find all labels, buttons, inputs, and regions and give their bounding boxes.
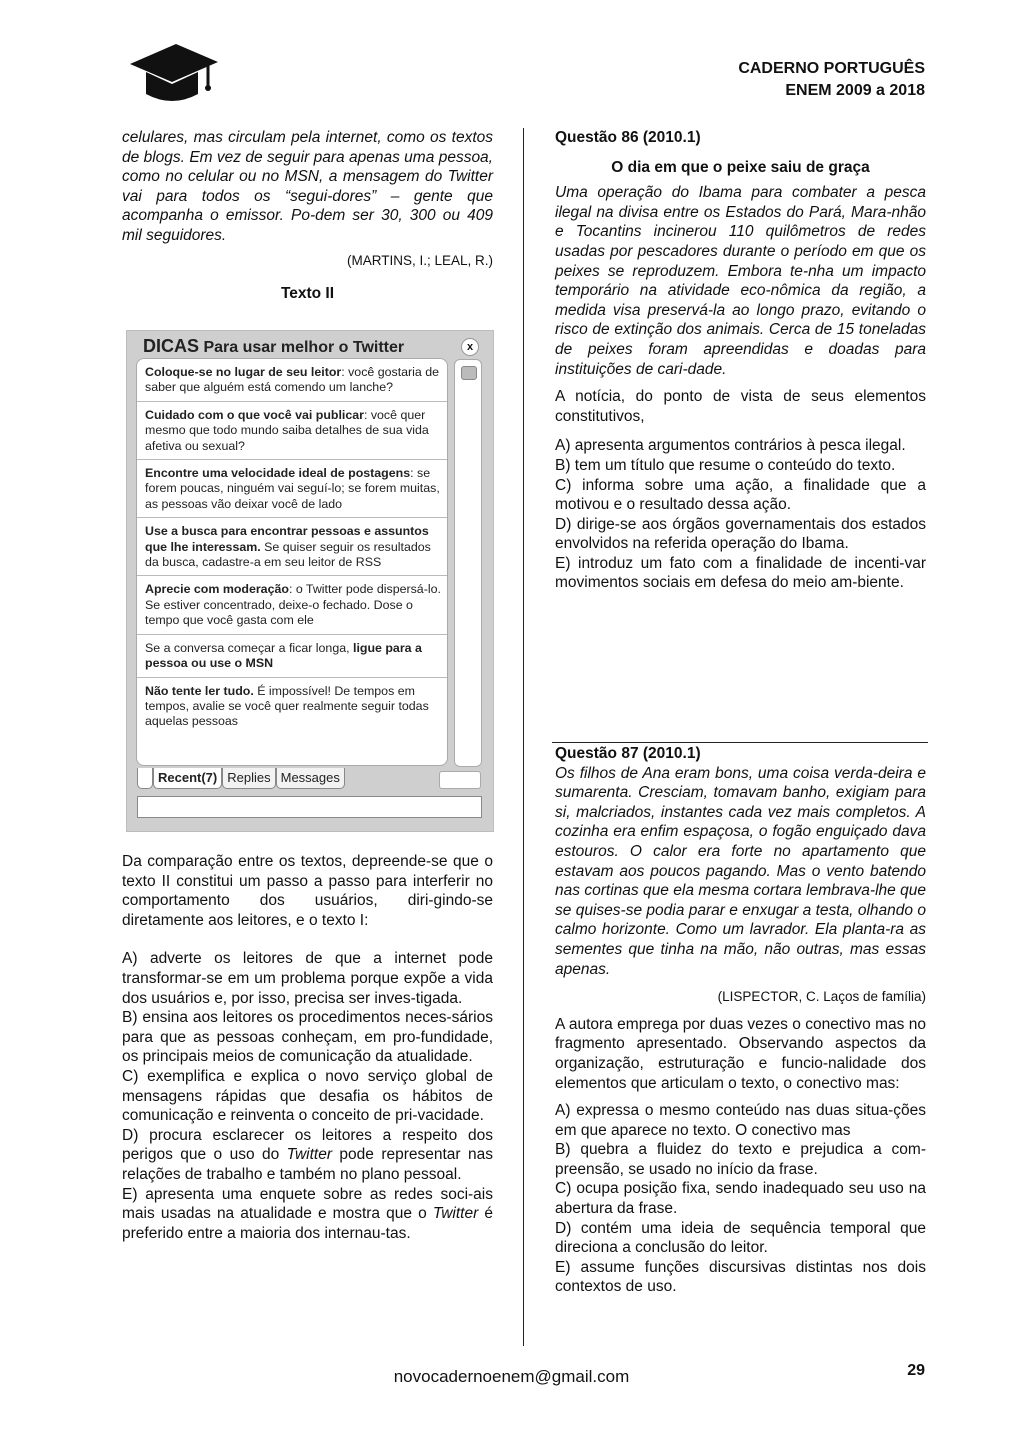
q86-option-a: A) apresenta argumentos contrários à pesca ilegal. (555, 437, 906, 455)
q86-option-c: C) informa sobre uma ação, a finalidade que a motivou e o resultado dessa ação. (555, 476, 926, 514)
q87-option-b: B) quebra a fluidez do texto e prejudica a com-preensão, se usado no início da frase. (555, 1141, 926, 1178)
graduation-cap-icon (126, 42, 218, 106)
q86-option-d: D) dirige-se aos órgãos governamentais dos estados envolvidos na referida operação do Ibama. (555, 515, 926, 553)
twitter-side-box (439, 771, 481, 789)
option-a: A) adverte os leitores de que a internet pode transformar-se em um problema porque expõe a vida dos usuários e, por isso, precisa ser inves-tigada. (122, 950, 493, 1007)
tip-item: Não tente ler tudo. É impossível! De tempos em tempos, avalie se você quer realmente seguir todas aquelas pessoas (145, 683, 429, 729)
option-c: C) exemplifica e explica o novo serviço global de mensagens rápidas que desafia os hábitos de comunicação e reinventa o conceito de pri-vacidade. (122, 1067, 493, 1125)
q86-stem: A notícia, do ponto de vista de seus elementos constitutivos, (555, 388, 926, 425)
page-number: 29 (907, 1362, 925, 1379)
option-b: B) ensina aos leitores os procedimentos neces-sários para que as pessoas conheçam, em pro-fundidade, os principais meios de comunicação da atualidade. (122, 1009, 493, 1066)
twitter-title-big: DICAS (143, 336, 200, 356)
question-87 (555, 744, 926, 1297)
q86-option-b: B) tem um título que resume o conteúdo do texto. (555, 456, 896, 474)
header-title-line2: ENEM 2009 a 2018 (785, 82, 925, 99)
tip-item: Aprecie com moderação: o Twitter pode dispersá-lo. Se estiver concentrado, deixe-o fechado. Dose o tempo que você gasta com ele (137, 576, 447, 634)
q87-option-c: C) ocupa posição fixa, sendo inadequado seu uso na abertura da frase. (555, 1180, 926, 1218)
header-title-line1: CADERNO PORTUGUÊS (738, 60, 925, 77)
q86-label: Questão 86 (2010.1) (555, 129, 701, 146)
tab-recent: Recent(7) (153, 768, 222, 789)
texto2-heading: Texto II (280, 285, 335, 303)
close-icon: x (461, 338, 479, 356)
q87-stem: A autora emprega por duas vezes o conectivo mas no fragmento apresentado. Observando aspectos da organização, estruturação e funcio-nalidade dos elementos que articulam o texto, o conectivo mas: (555, 1015, 926, 1092)
tab-blank (137, 768, 153, 789)
column-divider (523, 128, 524, 1346)
question-86 (555, 128, 926, 593)
twitter-title-rest: Para usar melhor o Twitter (203, 339, 405, 356)
twitter-tips-panel (126, 330, 494, 832)
q86-option-e: E) introduz um fato com a finalidade de incenti-var movimentos sociais em defesa do meio am-biente. (555, 554, 926, 592)
q87-option-a: A) expressa o mesmo conteúdo nas duas situa-ções em que aparece no texto. O conectivo mas (555, 1102, 926, 1139)
footer-email: novocadernoenem@gmail.com (393, 1367, 630, 1386)
twitter-input-box (137, 796, 482, 818)
question-stem: Da comparação entre os textos, depreende-se que o texto II constitui um passo a passo para interferir no comportamento dos usuários, diri-gindo-se diretamente aos leitores, e o texto I: (122, 853, 493, 929)
q87-option-e: E) assume funções discursivas distintas nos dois contextos de uso. (555, 1258, 926, 1296)
tip-item: Se a conversa começar a ficar longa, ligue para a pessoa ou use o MSN (137, 635, 447, 678)
twitter-panel-title (143, 336, 404, 357)
tip-item: Coloque-se no lugar de seu leitor: você gostaria de saber que alguém está comendo um lanche? (137, 359, 447, 402)
scroll-thumb (461, 366, 477, 380)
tab-replies: Replies (222, 768, 275, 789)
q87-label: Questão 87 (2010.1) (555, 745, 701, 762)
q87-text: Os filhos de Ana eram bons, uma coisa verda-deira e sumarenta. Cresciam, tomavam banho, exigiam para si, malcriados, instantes cada vez mais completos. A cozinha era enfim espaçosa, o fogão enguiçado dava estouros. O calor era forte no apartamento que estavam aos poucos pagando. Mas o vento batendo nas cortinas que ela mesma cortara lembrava-lhe que se quises-se podia parar e enxugar a testa, olhando o calmo horizonte. Como um lavrador. Ela planta-ra as sementes que tinha na mão, não outras, mas essas apenas. (555, 764, 926, 978)
tip-item: Use a busca para encontrar pessoas e assuntos que lhe interessam. Se quiser seguir os resultados da busca, cadastre-a em seu leitor de RSS (137, 518, 447, 576)
citation-martins: (MARTINS, I.; LEAL, R.) (346, 252, 493, 268)
q87-citation: (LISPECTOR, C. Laços de família) (717, 989, 926, 1005)
intro-text: celulares, mas circulam pela internet, como os textos de blogs. Em vez de seguir para apenas uma pessoa, como no celular ou no MSN, a mensagem do Twitter vai para todos os “segui-dores” – gente que acompanha o emissor. Po-dem ser 30, 300 ou 409 mil seguidores. (122, 129, 493, 244)
question-separator (552, 742, 928, 743)
twitter-tips-list (136, 358, 448, 766)
tab-messages: Messages (276, 768, 345, 789)
twitter-tabs (137, 768, 345, 788)
option-d: D) procura esclarecer os leitores a respeito dos perigos que o uso do Twitter pode representar nas relações de trabalho e também no plano pessoal. (122, 1126, 493, 1183)
twitter-scrollbar (454, 359, 482, 767)
q86-title: O dia em que o peixe saiu de graça (611, 158, 870, 176)
header-title (738, 58, 925, 102)
q86-text: Uma operação do Ibama para combater a pesca ilegal na divisa entre os Estados do Pará, Mara-nhão e Tocantins incinerou 110 quilômetros de redes usadas por pescadores durante o período em que os peixes se reproduzem. Embora te-nha um impacto temporário na atividade eco-nômica da região, a medida visa preservá-la ao longo prazo, evitando o risco de extinção dos animais. Cerca de 15 toneladas de peixes foram apreendidas e doadas para instituições de cari-dade. (555, 184, 926, 378)
left-column (122, 128, 493, 304)
tip-item: Cuidado com o que você vai publicar: você quer mesmo que todo mundo saiba detalhes de sua vida afetiva ou sexual? (137, 402, 447, 460)
tip-item: Encontre uma velocidade ideal de postagens: se forem poucas, ninguém vai seguí-lo; se forem muitas, as pessoas vão deixar você de lado (137, 460, 447, 518)
q87-option-d: D) contém uma ideia de sequência temporal que direciona a conclusão do leitor. (555, 1219, 926, 1257)
left-question (122, 852, 493, 1243)
option-e: E) apresenta uma enquete sobre as redes soci-ais mais usadas na atualidade e mostra que o Twitter é preferido entre a maioria dos internau-tas. (122, 1185, 493, 1242)
